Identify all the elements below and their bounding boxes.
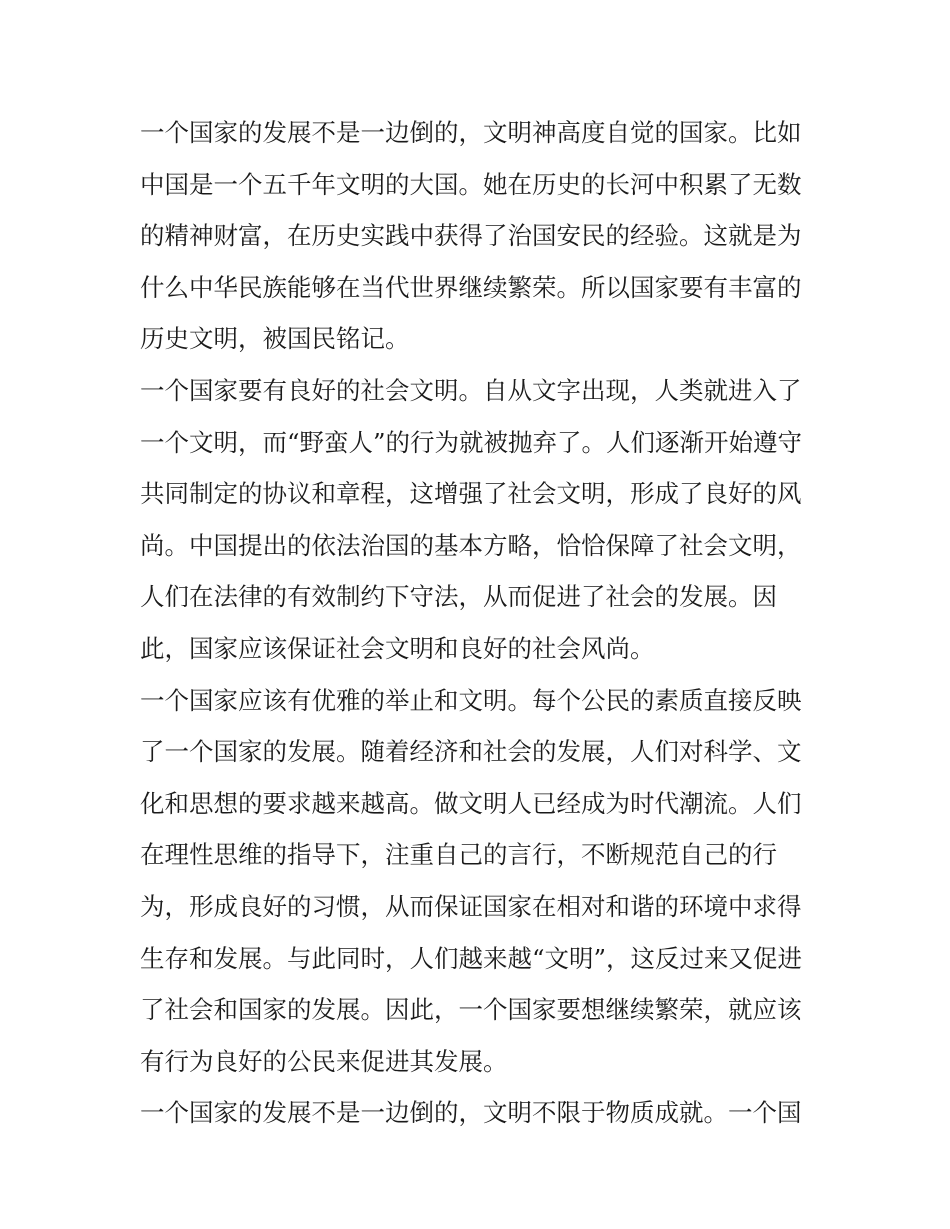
text-line: 为，形成良好的习惯，从而保证国家在相对和谐的环境中求得 xyxy=(140,891,802,921)
body-text xyxy=(140,107,820,1139)
text-line: 中国是一个五千年文明的大国。她在历史的长河中积累了无数 xyxy=(140,169,802,199)
text-line: 共同制定的协议和章程，这增强了社会文明，形成了良好的风 xyxy=(140,479,802,509)
text-line: 历史文明，被国民铭记。 xyxy=(140,324,410,354)
text-line: 尚。中国提出的依法治国的基本方略，恰恰保障了社会文明， xyxy=(140,530,802,560)
text-line: 有行为良好的公民来促进其发展。 xyxy=(140,1046,508,1076)
text-line: 了社会和国家的发展。因此，一个国家要想继续繁荣，就应该 xyxy=(140,995,802,1025)
text-line: 一个国家应该有优雅的举止和文明。每个公民的素质直接反映 xyxy=(140,685,802,715)
text-line: 此，国家应该保证社会文明和良好的社会风尚。 xyxy=(140,633,655,663)
text-line: 一个国家要有良好的社会文明。自从文字出现，人类就进入了 xyxy=(140,375,802,405)
text-line: 的精神财富，在历史实践中获得了治国安民的经验。这就是为 xyxy=(140,221,802,251)
text-line: 一个国家的发展不是一边倒的，文明神高度自觉的国家。比如 xyxy=(140,118,802,147)
text-line: 在理性思维的指导下，注重自己的言行，不断规范自己的行 xyxy=(140,840,777,870)
text-line: 一个国家的发展不是一边倒的，文明不限于物质成就。一个国 xyxy=(140,1098,802,1128)
text-line: 生存和发展。与此同时，人们越来越“文明”，这反过来又促进 xyxy=(140,943,803,973)
text-line: 了一个国家的发展。随着经济和社会的发展，人们对科学、文 xyxy=(140,737,802,767)
text-line: 一个文明，而“野蛮人”的行为就被抛弃了。人们逐渐开始遵守 xyxy=(140,427,803,457)
text-line: 人们在法律的有效制约下守法，从而促进了社会的发展。因 xyxy=(140,582,777,612)
text-line: 化和思想的要求越来越高。做文明人已经成为时代潮流。人们 xyxy=(140,788,802,818)
text-line: 什么中华民族能够在当代世界继续繁荣。所以国家要有丰富的 xyxy=(140,272,802,302)
